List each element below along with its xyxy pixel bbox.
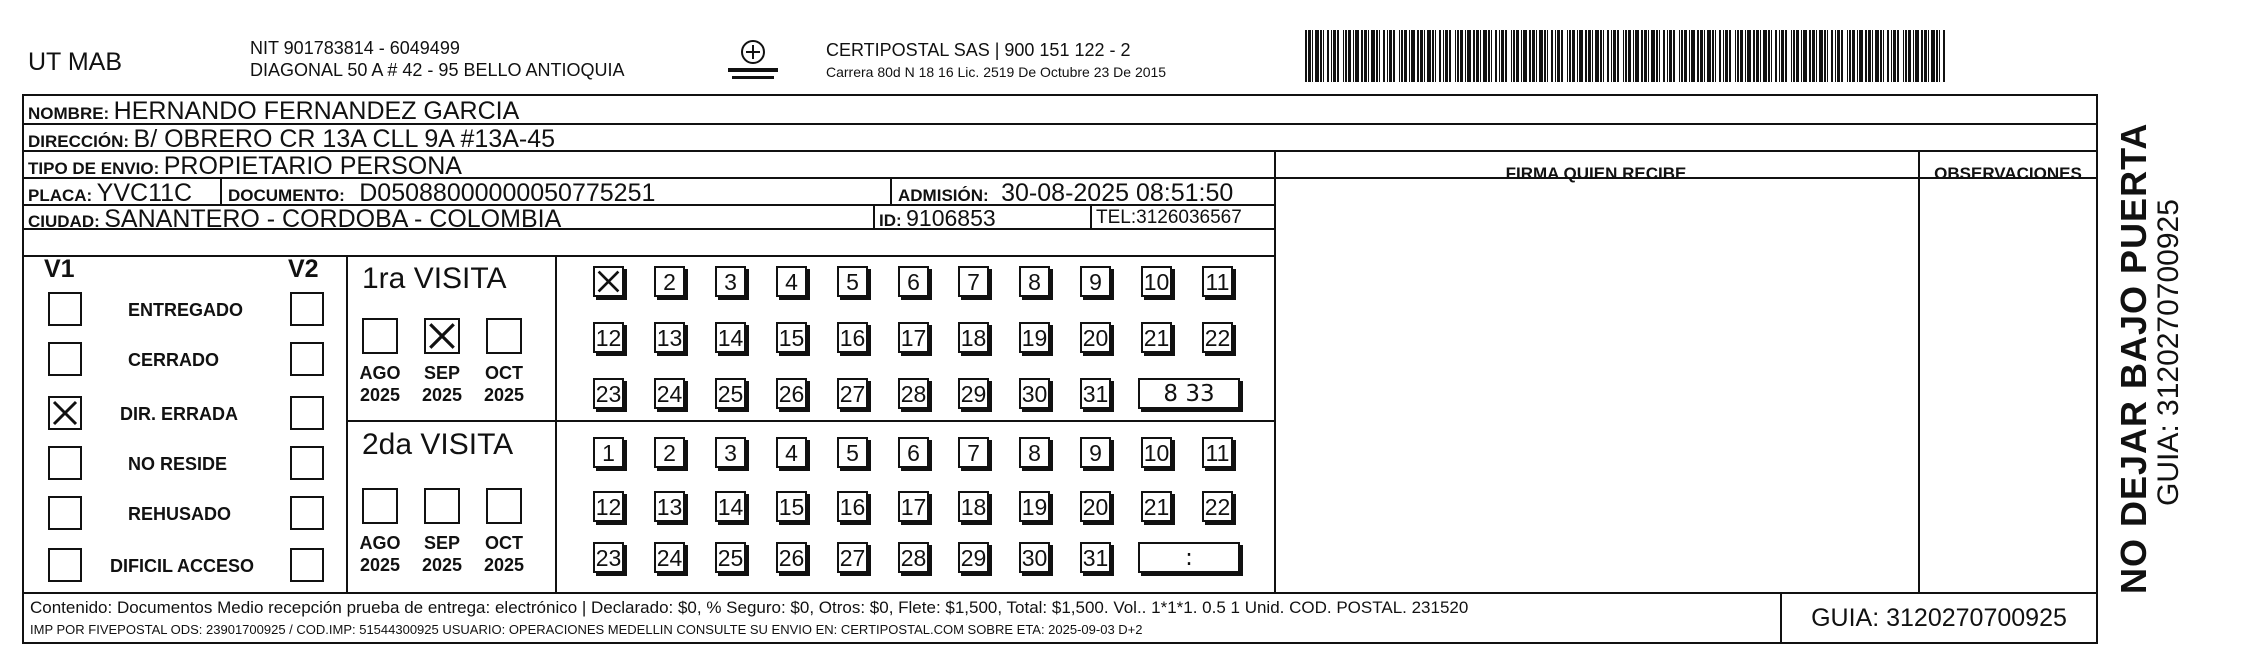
month-year: 2025 (421, 555, 463, 575)
second-visit-month-label (353, 532, 407, 576)
second-visit-day-15[interactable]: 15 (776, 491, 807, 522)
admision-value: 30-08-2025 08:51:50 (1001, 179, 1234, 207)
month-name: SEP (423, 363, 461, 383)
v1-checkbox-1[interactable] (48, 342, 82, 376)
second-visit-day-1[interactable]: 1 (593, 437, 624, 468)
carrier-name: CERTIPOSTAL SAS | 900 151 122 - 2 (826, 40, 1131, 60)
carrier-license: Carrera 80d N 18 16 Lic. 2519 De Octubre 23 De 2015 (826, 64, 1167, 80)
second-visit-month-label (415, 532, 469, 576)
first-visit-day-2[interactable]: 2 (654, 266, 685, 297)
v2-checkbox-0[interactable] (290, 292, 324, 326)
side-guia: GUIA: 3120270700925 (2152, 199, 2185, 506)
first-visit-day-28[interactable]: 28 (898, 378, 929, 409)
month-year: 2025 (421, 385, 463, 405)
first-visit-day-13[interactable]: 13 (654, 322, 685, 353)
barcode (1305, 30, 1945, 82)
second-visit-day-27[interactable]: 27 (837, 542, 868, 573)
first-visit-day-17[interactable]: 17 (898, 322, 929, 353)
month-name: OCT (485, 533, 523, 553)
v2-checkbox-3[interactable] (290, 446, 324, 480)
tel-label: TEL: (1096, 207, 1137, 228)
first-visit-day-18[interactable]: 18 (958, 322, 989, 353)
first-visit-day-1[interactable] (593, 266, 624, 297)
month-year: 2025 (483, 385, 525, 405)
placa-label: PLACA: (28, 186, 93, 205)
second-visit-day-5[interactable]: 5 (837, 437, 868, 468)
second-visit-day-22[interactable]: 22 (1202, 491, 1233, 522)
second-visit-label: 2da VISITA (362, 428, 514, 461)
first-visit-day-10[interactable]: 10 (1141, 266, 1172, 297)
second-visit-day-28[interactable]: 28 (898, 542, 929, 573)
tel-row (1096, 207, 1242, 229)
first-visit-day-15[interactable]: 15 (776, 322, 807, 353)
second-visit-month-checkbox-ago[interactable] (362, 488, 398, 524)
v1-checkbox-3[interactable] (48, 446, 82, 480)
second-visit-day-12[interactable]: 12 (593, 491, 624, 522)
v2-checkbox-5[interactable] (290, 548, 324, 582)
no-dejar-warning: NO DEJAR BAJO PUERTA (2113, 122, 2154, 594)
placa-row (28, 179, 192, 208)
status-reason-label: DIFICIL ACCESO (110, 556, 255, 576)
v2-label: V2 (288, 255, 319, 283)
second-visit-day-25[interactable]: 25 (715, 542, 746, 573)
second-visit-day-17[interactable]: 17 (898, 491, 929, 522)
second-visit-day-19[interactable]: 19 (1019, 491, 1050, 522)
second-visit-month-checkbox-oct[interactable] (486, 488, 522, 524)
second-visit-month-checkbox-sep[interactable] (424, 488, 460, 524)
id-row (879, 205, 996, 232)
second-visit-day-2[interactable]: 2 (654, 437, 685, 468)
first-visit-month-checkbox-ago[interactable] (362, 318, 398, 354)
first-visit-day-21[interactable]: 21 (1141, 322, 1172, 353)
second-visit-day-16[interactable]: 16 (837, 491, 868, 522)
first-visit-day-6[interactable]: 6 (898, 266, 929, 297)
second-visit-day-7[interactable]: 7 (958, 437, 989, 468)
ciudad-row (28, 205, 561, 234)
tipo-value: PROPIETARIO PERSONA (163, 152, 462, 180)
v1-checkbox-5[interactable] (48, 548, 82, 582)
month-name: AGO (359, 363, 401, 383)
month-name: OCT (485, 363, 523, 383)
second-visit-day-8[interactable]: 8 (1019, 437, 1050, 468)
status-reason-label: DIR. ERRADA (120, 404, 239, 424)
first-visit-day-16[interactable]: 16 (837, 322, 868, 353)
company-address: DIAGONAL 50 A # 42 - 95 BELLO ANTIOQUIA (250, 60, 625, 80)
first-visit-day-19[interactable]: 19 (1019, 322, 1050, 353)
admision-label: ADMISIÓN: (898, 186, 989, 205)
v1-checkbox-4[interactable] (48, 496, 82, 530)
documento-row (228, 179, 655, 208)
first-visit-day-12[interactable]: 12 (593, 322, 624, 353)
v2-checkbox-2[interactable] (290, 396, 324, 430)
footer-guia: GUIA: 3120270700925 (1811, 604, 2067, 632)
v1-label: V1 (44, 255, 75, 283)
second-visit-day-4[interactable]: 4 (776, 437, 807, 468)
tipo-label: TIPO DE ENVIO: (28, 159, 160, 178)
first-visit-day-5[interactable]: 5 (837, 266, 868, 297)
first-visit-day-27[interactable]: 27 (837, 378, 868, 409)
first-visit-month-label (353, 362, 407, 406)
tel-value: 3126036567 (1136, 207, 1242, 228)
first-visit-day-26[interactable]: 26 (776, 378, 807, 409)
direccion-value: B/ OBRERO CR 13A CLL 9A #13A-45 (133, 125, 556, 153)
footer-print-info: IMP POR FIVEPOSTAL ODS: 23901700925 / COD.IMP: 51544300925 USUARIO: OPERACIONES MEDELLIN CONSULTE SU ENVIO EN: CERTIPOSTAL.COM SOBRE ETA: 2025-09-03 D+2 (30, 622, 1143, 637)
nombre-label: NOMBRE: (28, 104, 110, 123)
nombre-value: HERNANDO FERNANDEZ GARCIA (113, 97, 520, 125)
first-visit-day-8[interactable]: 8 (1019, 266, 1050, 297)
month-name: SEP (423, 533, 461, 553)
first-visit-month-checkbox-sep[interactable] (424, 318, 460, 354)
first-visit-day-11[interactable]: 11 (1202, 266, 1233, 297)
second-visit-day-13[interactable]: 13 (654, 491, 685, 522)
v2-checkbox-1[interactable] (290, 342, 324, 376)
status-reason-label: REHUSADO (128, 504, 232, 524)
second-visit-day-18[interactable]: 18 (958, 491, 989, 522)
second-visit-day-31[interactable]: 31 (1080, 542, 1111, 573)
first-visit-day-29[interactable]: 29 (958, 378, 989, 409)
admision-row (898, 179, 1233, 208)
second-visit-day-6[interactable]: 6 (898, 437, 929, 468)
first-visit-time-box[interactable]: 8 33 (1138, 378, 1240, 409)
second-visit-day-10[interactable]: 10 (1141, 437, 1172, 468)
first-visit-day-30[interactable]: 30 (1019, 378, 1050, 409)
id-label: ID: (879, 211, 902, 230)
second-visit-day-21[interactable]: 21 (1141, 491, 1172, 522)
first-visit-day-4[interactable]: 4 (776, 266, 807, 297)
certipostal-logo (722, 36, 784, 88)
company-nit: NIT 901783814 - 6049499 (250, 38, 460, 58)
first-visit-day-24[interactable]: 24 (654, 378, 685, 409)
month-year: 2025 (359, 385, 401, 405)
second-visit-day-26[interactable]: 26 (776, 542, 807, 573)
first-visit-day-20[interactable]: 20 (1080, 322, 1111, 353)
second-visit-day-11[interactable]: 11 (1202, 437, 1233, 468)
direccion-label: DIRECCIÓN: (28, 132, 130, 151)
ciudad-label: CIUDAD: (28, 212, 100, 231)
v2-checkbox-4[interactable] (290, 496, 324, 530)
status-reason-label: CERRADO (128, 350, 220, 370)
status-reason-label: ENTREGADO (128, 300, 244, 320)
first-visit-label: 1ra VISITA (362, 262, 507, 295)
footer-contents: Contenido: Documentos Medio recepción prueba de entrega: electrónico | Declarado: $0, % Seguro: $0, Otros: $0, Flete: $1,500, Total: $1,500. Vol.. 1*1*1. 0.5 1 Unid. COD. POSTAL. 231520 (30, 598, 1469, 617)
second-visit-day-14[interactable]: 14 (715, 491, 746, 522)
month-year: 2025 (483, 555, 525, 575)
first-visit-day-22[interactable]: 22 (1202, 322, 1233, 353)
ciudad-value: SANANTERO - CORDOBA - COLOMBIA (104, 205, 562, 233)
nombre-row (28, 97, 519, 126)
direccion-row (28, 125, 555, 154)
first-visit-day-3[interactable]: 3 (715, 266, 746, 297)
status-reason-label: NO RESIDE (128, 454, 228, 474)
first-visit-day-14[interactable]: 14 (715, 322, 746, 353)
first-visit-day-25[interactable]: 25 (715, 378, 746, 409)
observaciones-label: OBSERVACIONES (1934, 164, 2082, 183)
first-visit-month-label (415, 362, 469, 406)
month-name: AGO (359, 533, 401, 553)
month-year: 2025 (359, 555, 401, 575)
placa-value: YVC11C (96, 179, 193, 207)
second-visit-day-9[interactable]: 9 (1080, 437, 1111, 468)
documento-label: DOCUMENTO: (228, 186, 345, 205)
second-visit-day-29[interactable]: 29 (958, 542, 989, 573)
company-name: UT MAB (28, 48, 122, 76)
second-visit-day-23[interactable]: 23 (593, 542, 624, 573)
second-visit-time-box[interactable]: : (1138, 542, 1240, 573)
second-visit-day-24[interactable]: 24 (654, 542, 685, 573)
first-visit-day-23[interactable]: 23 (593, 378, 624, 409)
tipo-row (28, 152, 462, 181)
second-visit-day-3[interactable]: 3 (715, 437, 746, 468)
firma-label: FIRMA QUIEN RECIBE (1505, 164, 1687, 183)
first-visit-day-31[interactable]: 31 (1080, 378, 1111, 409)
second-visit-month-label (477, 532, 531, 576)
v1-checkbox-2[interactable] (48, 396, 82, 430)
id-value: 9106853 (906, 205, 996, 231)
first-visit-day-9[interactable]: 9 (1080, 266, 1111, 297)
v1-checkbox-0[interactable] (48, 292, 82, 326)
documento-value: D05088000000050775251 (359, 179, 656, 207)
first-visit-month-checkbox-oct[interactable] (486, 318, 522, 354)
second-visit-day-30[interactable]: 30 (1019, 542, 1050, 573)
second-visit-day-20[interactable]: 20 (1080, 491, 1111, 522)
first-visit-day-7[interactable]: 7 (958, 266, 989, 297)
first-visit-month-label (477, 362, 531, 406)
